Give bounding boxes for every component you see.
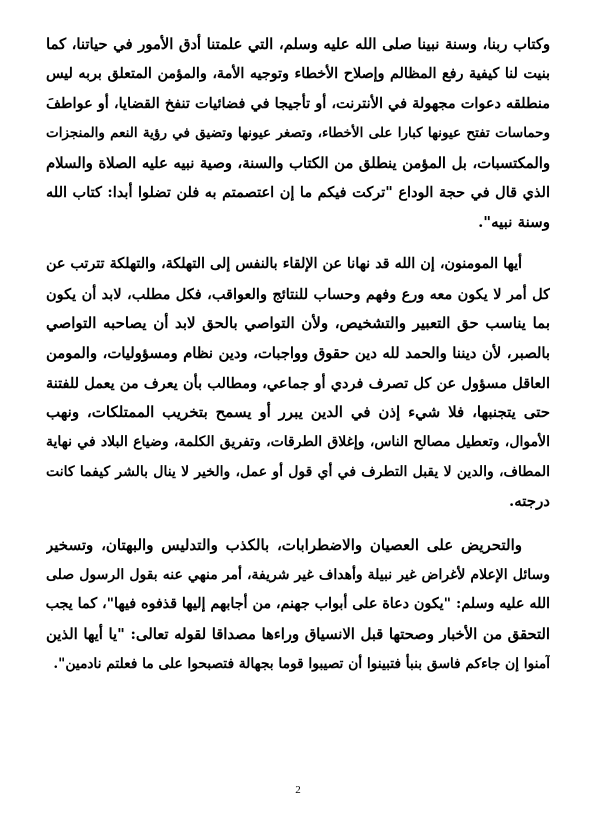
text-line: التحقق من الأخبار وصحتها قبل الانسياق وراءها مصداقا لقوله تعالى: "يا أيها الذين (46, 626, 550, 644)
text-line: أيها المومنون، إن الله قد نهانا عن الإلقاء بالنفس إلى التهلكة، والتهلكة تترتب عن (46, 255, 522, 272)
text-line: وسائل الإعلام لأغراض غير نبيلة وأهداف غير شريفة، أمر منهي عنه بقول الرسول صلى (46, 566, 550, 583)
text-line: والمكتسبات، بل المؤمن ينطلق من الكتاب والسنة، وصية نبيه عليه الصلاة والسلام (46, 154, 550, 172)
paragraph-2 (46, 250, 550, 517)
text-line: آمنوا إن جاءكم فاسق بنبأ فتبينوا أن تصيبوا قوما بجهالة فتصبحوا على ما فعلتم نادمين". (53, 655, 550, 672)
text-line: بالصبر، لأن ديننا والحمد لله دين حقوق وواجبات، ودين نظام ومسؤوليات، والمومن (46, 344, 550, 362)
paragraph-3 (46, 531, 550, 679)
paragraph-spacer (46, 238, 550, 250)
document-body (46, 30, 550, 679)
text-line: والتحريض على العصيان والاضطرابات، بالكذب والتدليس والبهتان، وتسخير (46, 536, 522, 554)
text-line: المطاف، والدين لا يقبل التطرف في أي قول أو عمل، والخير لا ينال بالشر كيفما كانت (46, 463, 550, 480)
text-line: الذي قال في حجة الوداع "تركت فيكم ما إن اعتصمتم به فلن تضلوا أبدا: كتاب الله (46, 184, 550, 202)
page-number: 2 (295, 784, 301, 796)
text-line: وكتاب ربنا، وسنة نبينا صلى الله عليه وسلم، التي علمتنا أدق الأمور في حياتنا، كما (46, 36, 550, 53)
text-line: بنيت لنا كيفية رفع المظالم وإصلاح الأخطاء وتوجيه الأمة، والمؤمن المتعلق بربه ليس (46, 65, 550, 82)
text-line: منطلقه دعوات مجهولة في الأنترنت، أو تأجيجا في فضائيات تنفخ القضايا، أو عواطفَ (46, 95, 550, 113)
text-line: حتى يتجنبها، فلا شيء إذن في الدين يبرر أو يسمح بتخريب الممتلكات، ونهب (46, 403, 550, 422)
text-line: بما يناسب حق التعبير والتشخيص، ولأن التواصي بالحق لابد أن يصاحبه التواصي (46, 314, 550, 333)
text-line: درجته. (509, 492, 550, 511)
text-line: الأموال، وتعطيل مصالح الناس، وإغلاق الطرقات، وتفريق الكلمة، وضياع البلاد في نهاية (46, 433, 550, 450)
text-line: الله عليه وسلم: "يكون دعاة على أبواب جهنم، من أجابهم إليها قذفوه فيها"، كما يجب (46, 596, 550, 613)
text-line: وسنة نبيه". (478, 213, 550, 232)
text-line: العاقل مسؤول عن كل تصرف فردي أو جماعي، ومطالب بأن يعرف من يعمل للفتنة (46, 374, 550, 392)
paragraph-1 (46, 30, 550, 238)
paragraph-spacer (46, 517, 550, 531)
text-line: وحماسات تفتح عيونها كبارا على الأخطاء، وتصغر عيونها وتضيق في رؤية النعم والمنجزات (46, 125, 550, 142)
text-line: كل أمر لا يكون معه ورع وفهم وحساب للنتائج والعواقب، فكل مطلب، لابد أن يكون (46, 285, 550, 303)
